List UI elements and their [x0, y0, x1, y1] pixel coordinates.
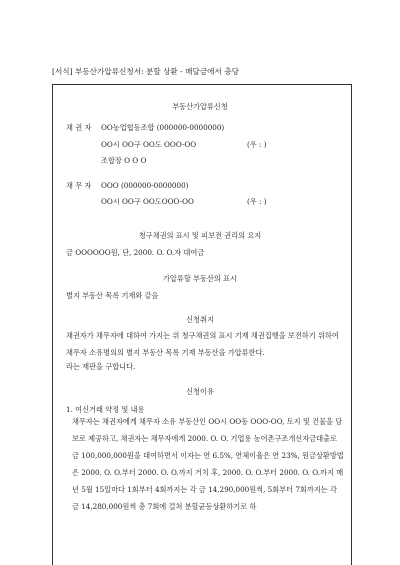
debtor-name: OOO (000000-0000000) [101, 181, 189, 190]
purpose-closing: 라는 재판을 구합니다. [66, 362, 136, 371]
reasons-item1-title: 1. 여신거래 약정 및 내용 [66, 405, 145, 414]
property-heading: 가압류할 부동산의 표시 [162, 274, 237, 283]
purpose-heading: 신청취지 [186, 315, 214, 324]
claim-heading: 청구채권의 표시 및 피보전 권리의 요지 [138, 231, 262, 240]
purpose-body: 채권자가 채무자에 대하여 가지는 위 청구채권의 표시 기재 채권집행을 보전하기 위하여 채무자 소유명의의 별지 부동산 목록 기재 부동산을 가압류한다. [66, 331, 339, 357]
creditor-postal: (우 : ) [247, 140, 267, 149]
document-title: 부동산가압류신청 [172, 102, 228, 111]
reasons-heading: 신청이유 [186, 387, 214, 396]
form-caption: [서식] 부동산가압류신청서: 분할 상환 - 매달금에서 충당 [52, 67, 239, 76]
debtor-label: 채 무 자 [66, 181, 92, 190]
creditor-name: OO농업협동조합 (000000-0000000) [101, 123, 225, 132]
debtor-address: OO시 OO구 OO도OOO-OO [101, 197, 194, 206]
reasons-item1-body: 채무자는 채권자에게 채무자 소유 부동산인 OO시 OO동 OOO-OO, 토지 및 건물을 담보로 제공하고, 채권자는 채무자에게 2000. O. O. 기업용 농어촌구조개선자금대출로 금 100,000,000원을 대여하면서 이자는 연 6.5%, 연체이율은 연 23%, 원금상환방법은 2000. O. O.부터 2000. O. O.까지 거치 후, 2000. O. O.부터 2000. O. O.까지 매년 5월 15일마다 1회부터 4회까지는 각 금 14,290,000원씩, 5회부터 7회까지는 각 금 14,280,000원씩 총 7회에 걸쳐 분할균등상환하기로 하 [72, 417, 344, 511]
claim-text: 금 OOOOOO원, 단, 2000. O. O.자 대여금 [66, 248, 205, 257]
creditor-representative: 조합장 O O O [101, 156, 147, 165]
debtor-postal: (우 : ) [247, 197, 267, 206]
creditor-address: OO시 OO구 OO도 OOO-OO [101, 140, 197, 149]
property-text: 별지 부동산 목록 기재와 같음 [66, 291, 159, 300]
creditor-label: 채 권 자 [66, 123, 92, 132]
